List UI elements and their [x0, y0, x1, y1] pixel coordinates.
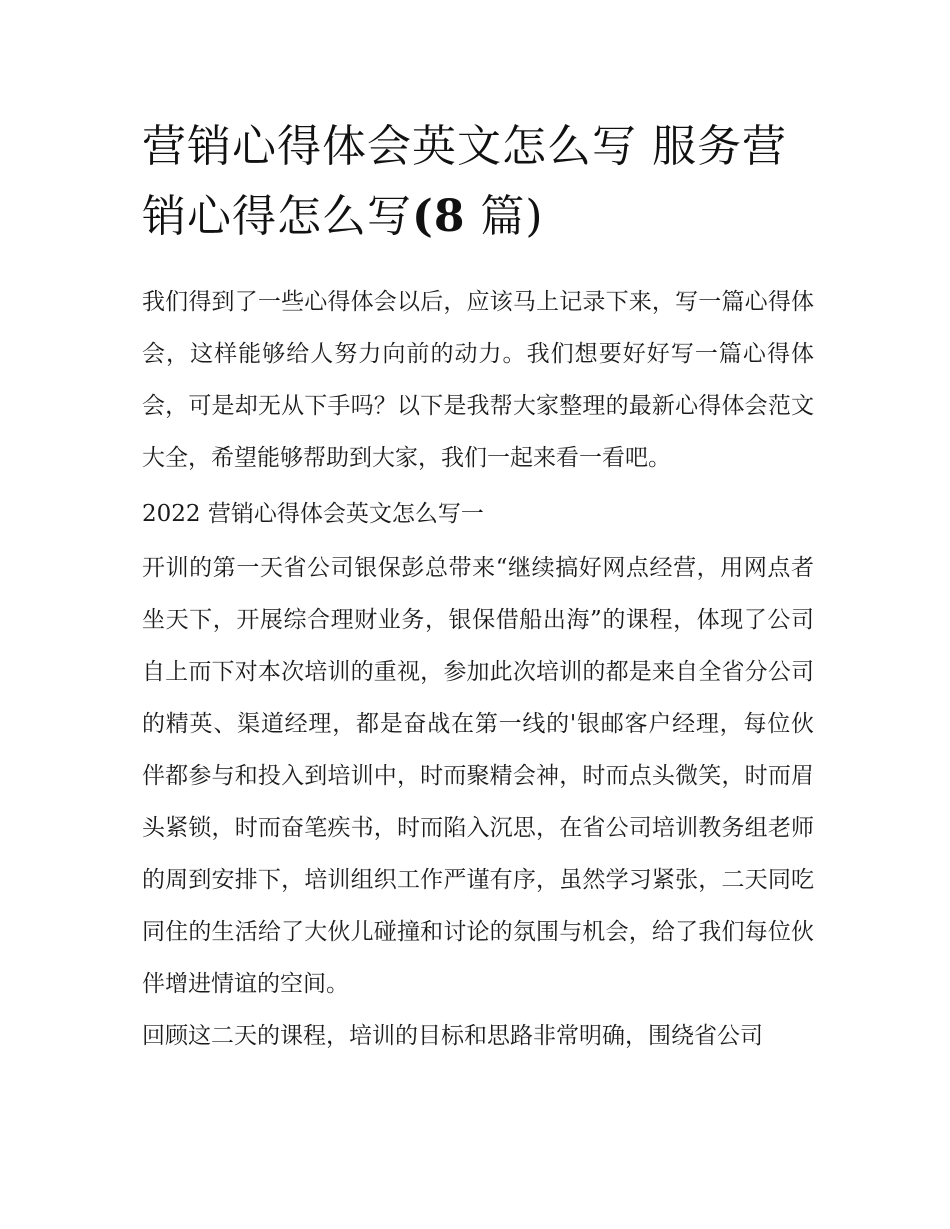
- body-paragraph-continued: 回顾这二天的课程，培训的目标和思路非常明确，围绕省公司: [142, 1023, 763, 1049]
- section-heading: 2022 营销心得体会英文怎么写一: [142, 501, 484, 527]
- body-paragraph: 开训的第一天省公司银保彭总带来“继续搞好网点经营，用网点者坐天下，开展综合理财业务，银保借船出海”的课程，体现了公司自上而下对本次培训的重视，参加此次培训的都是来自全省分公司的精英、渠道经理，都是奋战在第一线的'银邮客户经理，每位伙伴都参与和投入到培训中，时而聚精会神，时而点头微笑，时而眉头紧锁，时而奋笔疾书，时而陷入沉思，在省公司培训教务组老师的周到安排下，培训组织工作严谨有序，虽然学习紧张，二天同吃同住的生活给了大伙儿碰撞和讨论的氛围与机会，给了我们每位伙伴增进情谊的空间。: [142, 555, 814, 997]
- intro-paragraph: 我们得到了一些心得体会以后，应该马上记录下来，写一篇心得体会，这样能够给人努力向前的动力。我们想要好好写一篇心得体会，可是却无从下手吗？以下是我帮大家整理的最新心得体会范文大全，希望能够帮助到大家，我们一起来看一看吧。: [142, 289, 814, 471]
- title-suffix: 篇): [465, 191, 544, 242]
- document-title: [142, 112, 814, 252]
- document-page: [142, 112, 814, 1062]
- title-text: 营销心得体会英文怎么写 服务营销心得怎么写: [142, 121, 787, 242]
- title-count: (8: [412, 191, 466, 242]
